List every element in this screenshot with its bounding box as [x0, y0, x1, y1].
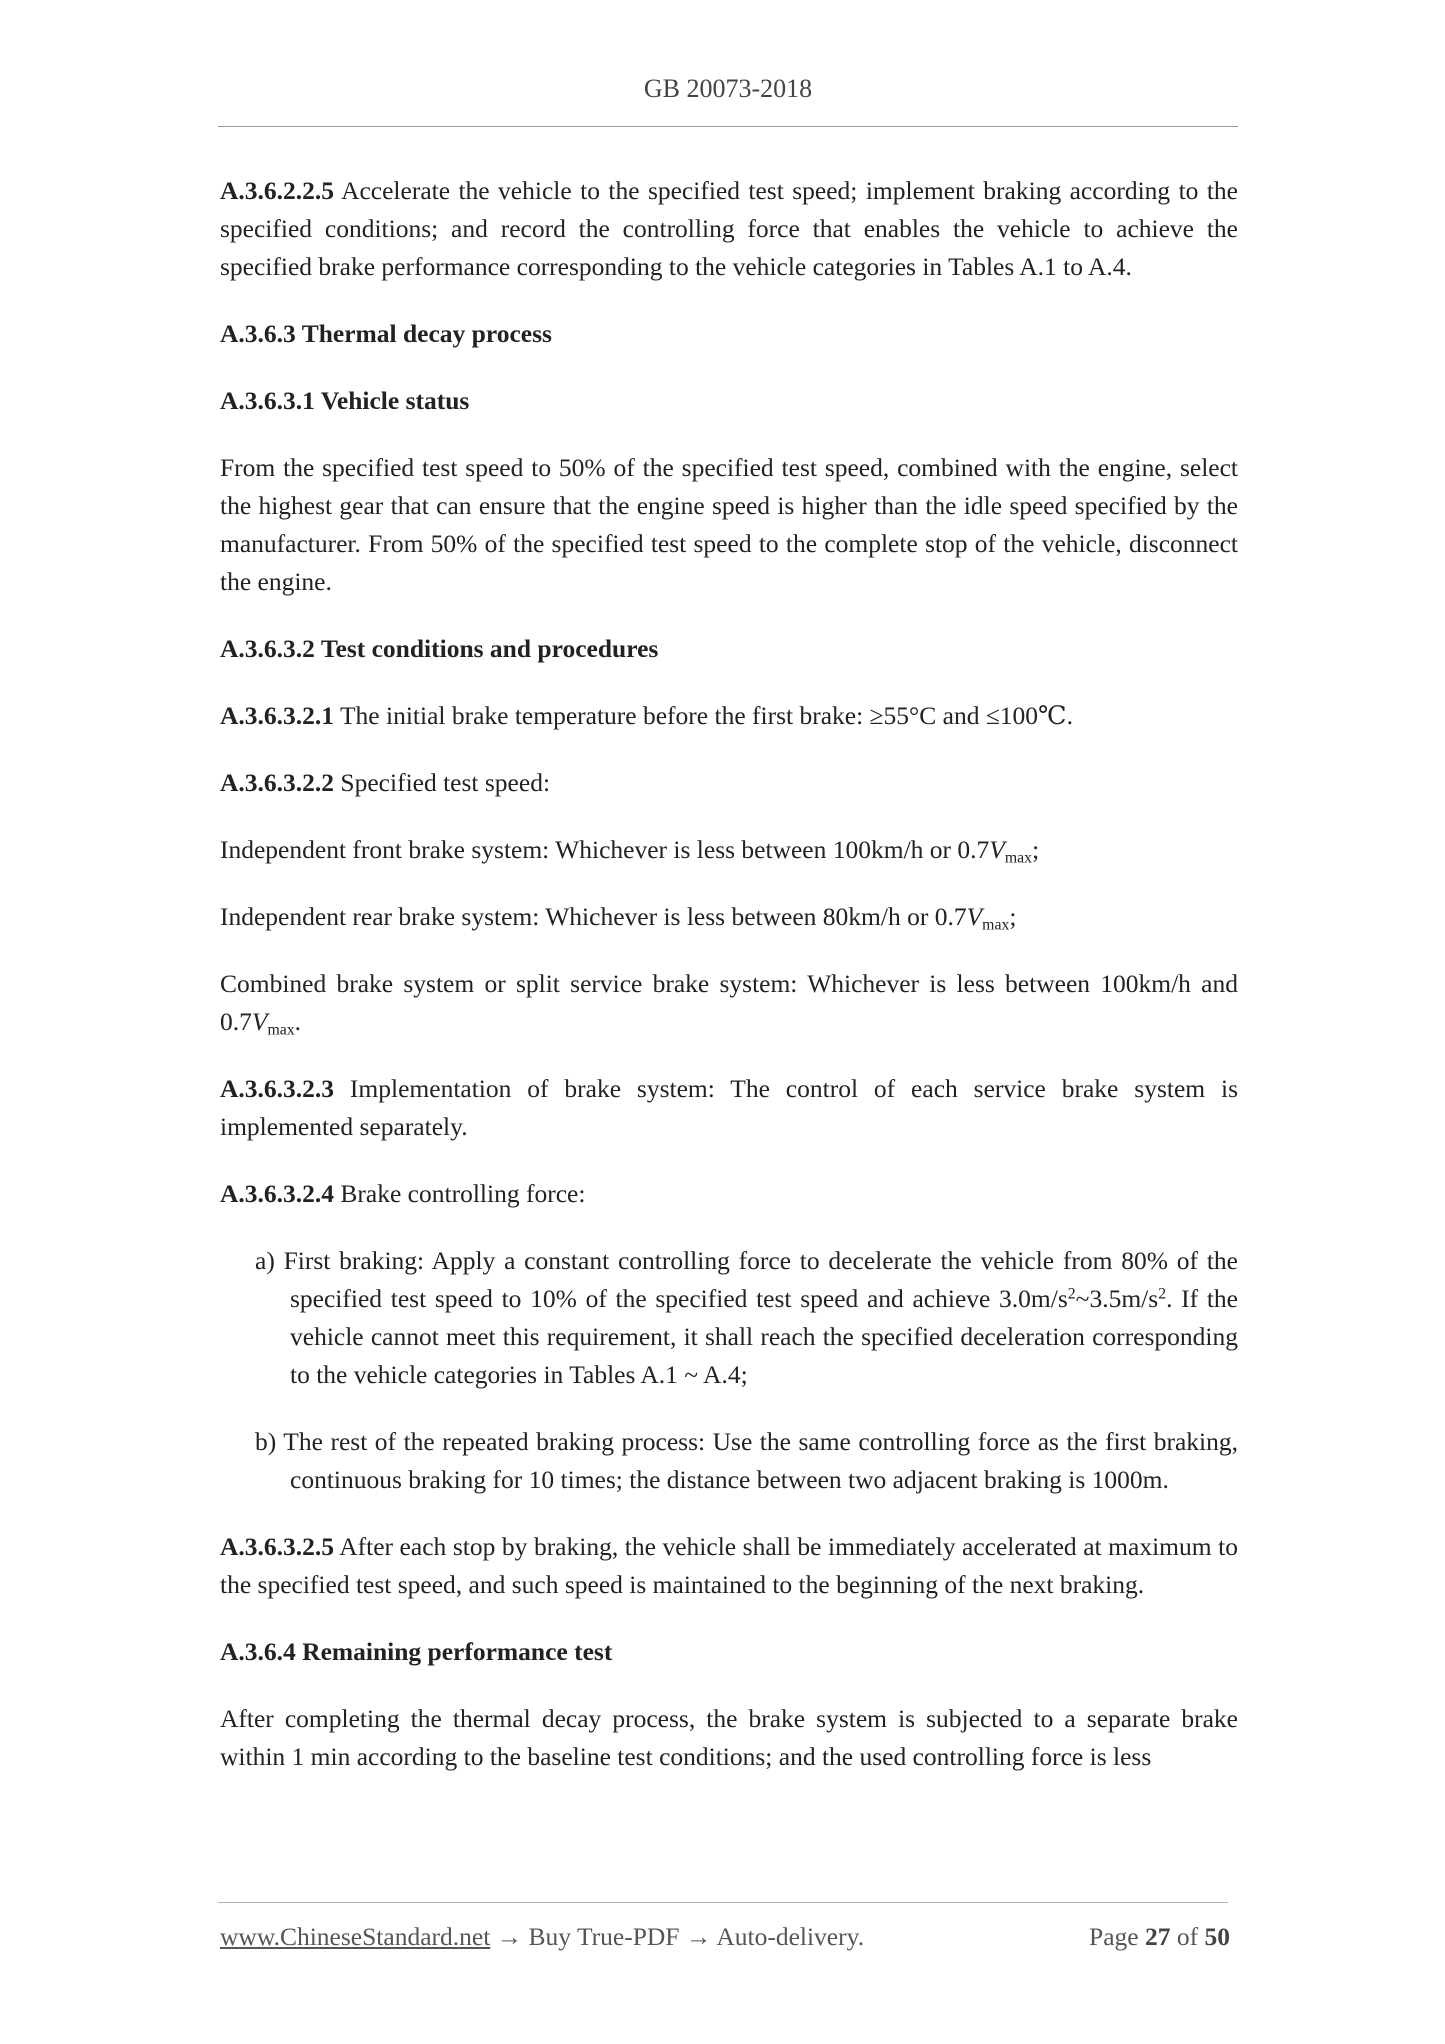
paragraph-a363223: [220, 1070, 1238, 1146]
paragraph-combined-brake: Combined brake system or split service brake system: Whichever is less between 100km/h and $0.7V_{max}$.: [220, 969, 1238, 1039]
page-indicator: Page 27 of 50: [1089, 1922, 1230, 1951]
list-item-b: b) The rest of the repeated braking process: Use the same controlling force as the first braking, continuous braking for 10 times; the distance between two adjacent braking is 1000m.: [255, 1427, 1238, 1494]
clause-number: A.3.6.2.2.5: [220, 176, 335, 205]
paragraph-text: The initial brake temperature before the first brake: ≥55°C and ≤100℃.: [334, 701, 1073, 730]
current-page: 27: [1145, 1922, 1171, 1951]
paragraph-a363221: [220, 697, 1238, 735]
vmax-variable: V: [966, 902, 983, 931]
total-pages: 50: [1204, 1922, 1230, 1951]
buy-true-pdf-text: Buy True-PDF: [522, 1922, 686, 1951]
auto-delivery-text: Auto-delivery.: [711, 1922, 865, 1951]
vmax-subscript: max: [1004, 849, 1033, 867]
page-header: GB 20073-2018: [643, 74, 813, 103]
paragraph-a363224: [220, 1175, 1238, 1213]
clause-number: A.3.6.3.2.2: [220, 768, 335, 797]
vmax-variable: V: [989, 835, 1005, 864]
paragraph-text: Implementation of brake system: The control of each service brake system is implemented separately.: [220, 1074, 1238, 1141]
arrow-right-icon: →: [496, 1922, 523, 1951]
section-heading-remaining-performance: A.3.6.4 Remaining performance test: [220, 1637, 613, 1666]
section-heading-test-conditions: A.3.6.3.2 Test conditions and procedures: [220, 634, 659, 663]
paragraph-text: Accelerate the vehicle to the specified test speed; implement braking according to the specified conditions; and record the controlling force that enables the vehicle to achieve the specified brake performance corresponding to the vehicle categories in Tables A.1 to A.4.: [220, 176, 1238, 281]
paragraph-text: Brake controlling force:: [334, 1179, 586, 1208]
section-heading-vehicle-status: A.3.6.3.1 Vehicle status: [220, 386, 470, 415]
paragraph-a36225: [220, 172, 1238, 286]
footer-divider: [218, 1902, 1228, 1903]
clause-number: A.3.6.3.2.4: [220, 1179, 335, 1208]
paragraph-vehicle-status: From the specified test speed to 50% of the specified test speed, combined with the engine, select the highest gear that can ensure that the engine speed is higher than the idle speed specified by the manufacturer. From 50% of the specified test speed to the complete stop of the vehicle, disconnect the engine.: [220, 453, 1238, 596]
vmax-subscript: max: [267, 1021, 295, 1039]
paragraph-front-brake: Independent front brake system: Whichever is less between 100km/h or $0.7V_{max}$;: [220, 835, 1040, 867]
chinesestandard-link[interactable]: www.ChineseStandard.net: [220, 1922, 491, 1951]
paragraph-text: Specified test speed:: [334, 768, 551, 797]
clause-number: A.3.6.3.2.3: [220, 1074, 335, 1103]
paragraph-a363222: [220, 764, 1238, 802]
section-heading-thermal-decay: A.3.6.3 Thermal decay process: [220, 319, 552, 348]
vmax-subscript: max: [982, 916, 1010, 934]
vmax-variable: V: [251, 1007, 268, 1036]
clause-number: A.3.6.3.2.5: [220, 1532, 335, 1561]
list-item-a: a) First braking: Apply a constant controlling force to decelerate the vehicle from 80% of the specified test speed to 10% of the specified test speed and achieve $3.0m/s^2\sim 3.5m/s^2$. If the vehicle cannot meet this requirement, it shall reach the specified deceleration corresponding to the vehicle categories in Tables A.1 ~ A.4;: [255, 1246, 1239, 1389]
paragraph-text: After each stop by braking, the vehicle shall be immediately accelerated at maximum to the specified test speed, and such speed is maintained to the beginning of the next braking.: [220, 1532, 1238, 1599]
header-divider: [218, 126, 1238, 127]
arrow-right-icon: →: [685, 1922, 712, 1951]
paragraph-rear-brake: Independent rear brake system: Whichever is less between 80km/h or $0.7V_{max}$;: [220, 902, 1017, 934]
document-body: [220, 172, 1238, 1805]
paragraph-remaining-performance: After completing the thermal decay process, the brake system is subjected to a separate brake within 1 min according to the baseline test conditions; and the used controlling force is less: [220, 1704, 1238, 1771]
paragraph-a363225: [220, 1528, 1238, 1604]
page-footer: [220, 1922, 1230, 1952]
clause-number: A.3.6.3.2.1: [220, 701, 335, 730]
